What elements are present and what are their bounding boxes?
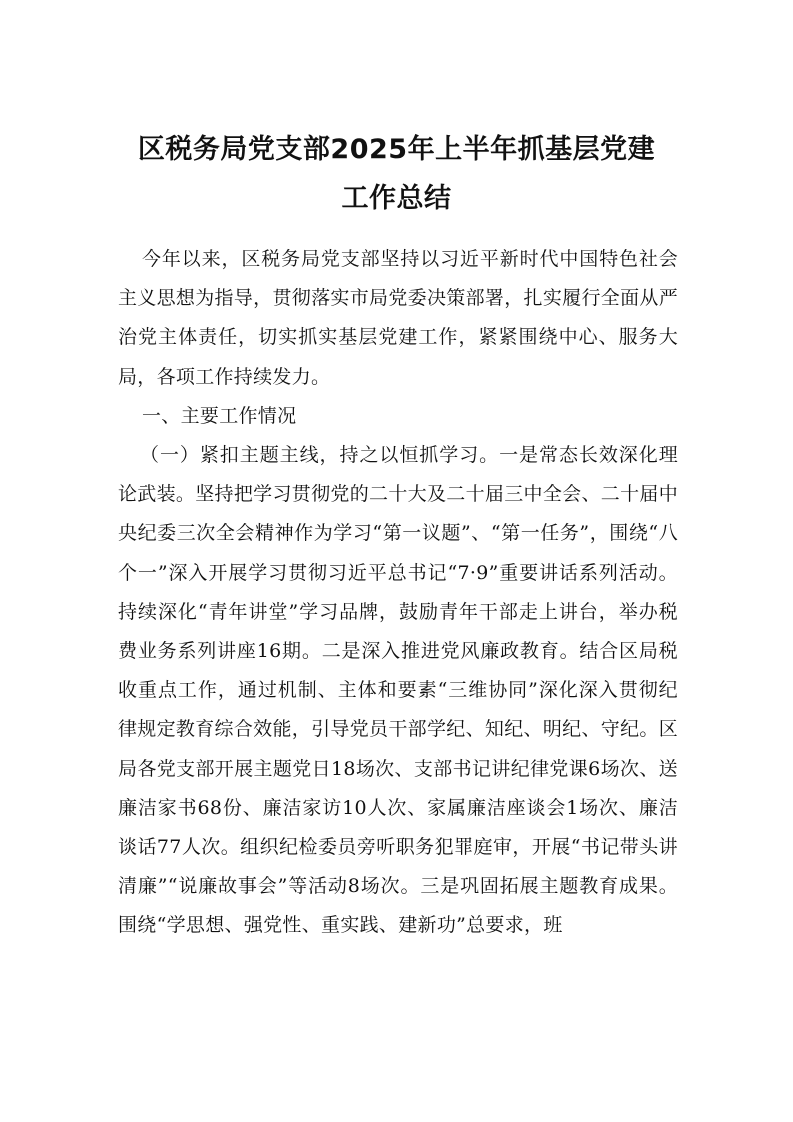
intro-paragraph: 今年以来，区税务局党支部坚持以习近平新时代中国特色社会主义思想为指导，贯彻落实市局党委决策部署，扎实履行全面从严治党主体责任，切实抓实基层党建工作，紧紧围绕中心、服务大局，各项工作持续发力。 <box>118 248 678 388</box>
section-heading: 一、主要工作情况 <box>142 404 297 427</box>
section-1-paragraph: （一）紧扣主题主线，持之以恒抓学习。一是常态长效深化理论武装。坚持把学习贯彻党的二十大及二十届三中全会、二十届中央纪委三次全会精神作为学习“第一议题”、“第一任务”，围绕“八个一”深入开展学习贯彻习近平总书记“7·9”重要讲话系列活动。持续深化“青年讲堂”学习品牌，鼓励青年干部走上讲台，举办税费业务系列讲座16期。二是深入推进党风廉政教育。结合区局税收重点工作，通过机制、主体和要素“三维协同”深化深入贯彻纪律规定教育综合效能，引导党员干部学纪、知纪、明纪、守纪。区局各党支部开展主题党日18场次、支部书记讲纪律党课6场次、送廉洁家书68份、廉洁家访10人次、家属廉洁座谈会1场次、廉洁谈话77人次。组织纪检委员旁听职务犯罪庭审，开展“书记带头讲清廉”“说廉故事会”等活动8场次。三是巩固拓展主题教育成果。围绕“学思想、强党性、重实践、建新功”总要求，班 <box>118 444 678 937</box>
document-body <box>118 240 678 946</box>
document-title-line-1: 区税务局党支部2025年上半年抓基层党建 <box>137 134 656 165</box>
document-title-line-2: 工作总结 <box>341 183 452 214</box>
